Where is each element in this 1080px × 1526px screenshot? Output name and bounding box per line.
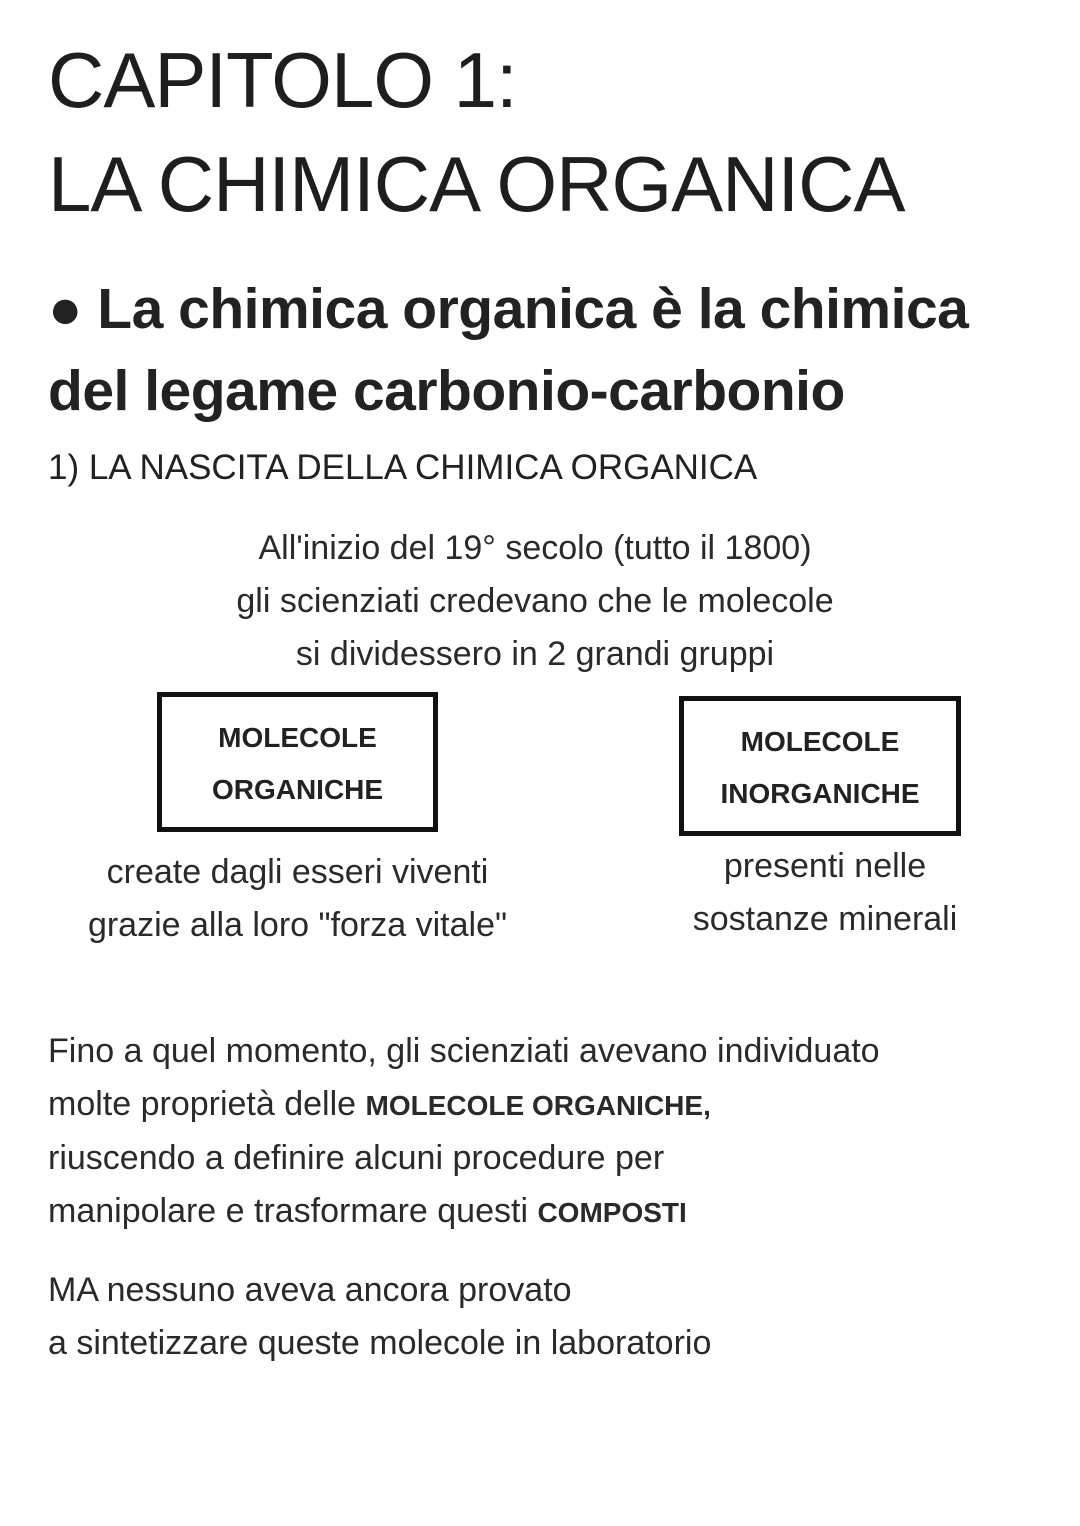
text: manipolare e trasformare questi — [48, 1192, 538, 1230]
chapter-title: LA CHIMICA ORGANICA — [48, 140, 905, 228]
box-label: MOLECOLE — [740, 726, 900, 757]
intro-line: All'inizio del 19° secolo (tutto il 1800) — [258, 529, 812, 567]
box-inorganic-molecules — [679, 696, 961, 836]
bullet-statement — [48, 268, 968, 432]
bullet-text-line2: del legame carbonio-carbonio — [48, 359, 845, 423]
bullet-text-line1: La chimica organica è la chimica — [97, 277, 969, 341]
box-label: ORGANICHE — [211, 774, 384, 805]
paragraph-line: Fino a quel momento, gli scienziati avevano individuato — [48, 1032, 880, 1070]
bullet-dot-icon: ● — [48, 277, 82, 341]
paragraph-line: a sintetizzare queste molecole in laboratorio — [48, 1324, 712, 1362]
emphasis: COMPOSTI — [537, 1197, 687, 1228]
section-heading: 1) LA NASCITA DELLA CHIMICA ORGANICA — [48, 448, 758, 487]
paragraph-synthesis — [48, 1264, 711, 1370]
organic-caption — [40, 846, 555, 952]
caption-line: sostanze minerali — [692, 900, 958, 938]
box-organic-molecules — [157, 692, 438, 832]
intro-line: gli scienziati credevano che le molecole — [236, 582, 834, 620]
caption-line: presenti nelle — [723, 847, 927, 885]
chapter-number: CAPITOLO 1: — [48, 36, 517, 124]
box-label: INORGANICHE — [720, 778, 920, 809]
emphasis: MOLECOLE ORGANICHE — [365, 1090, 704, 1121]
punctuation: , — [703, 1090, 711, 1121]
paragraph-line — [48, 1078, 880, 1132]
box-label: MOLECOLE — [218, 722, 377, 753]
paragraph-line: riuscendo a definire alcuni procedure per — [48, 1139, 665, 1177]
paragraph-properties — [48, 1025, 880, 1239]
intro-line: si dividessero in 2 grandi gruppi — [295, 635, 775, 673]
caption-line: grazie alla loro "forza vitale" — [87, 906, 508, 944]
intro-text — [0, 522, 1070, 681]
paragraph-line — [48, 1185, 880, 1239]
inorganic-caption — [640, 840, 1010, 946]
text: molte proprietà delle — [48, 1085, 366, 1123]
caption-line: create dagli esseri viventi — [106, 853, 489, 891]
paragraph-line: MA nessuno aveva ancora provato — [48, 1271, 572, 1309]
